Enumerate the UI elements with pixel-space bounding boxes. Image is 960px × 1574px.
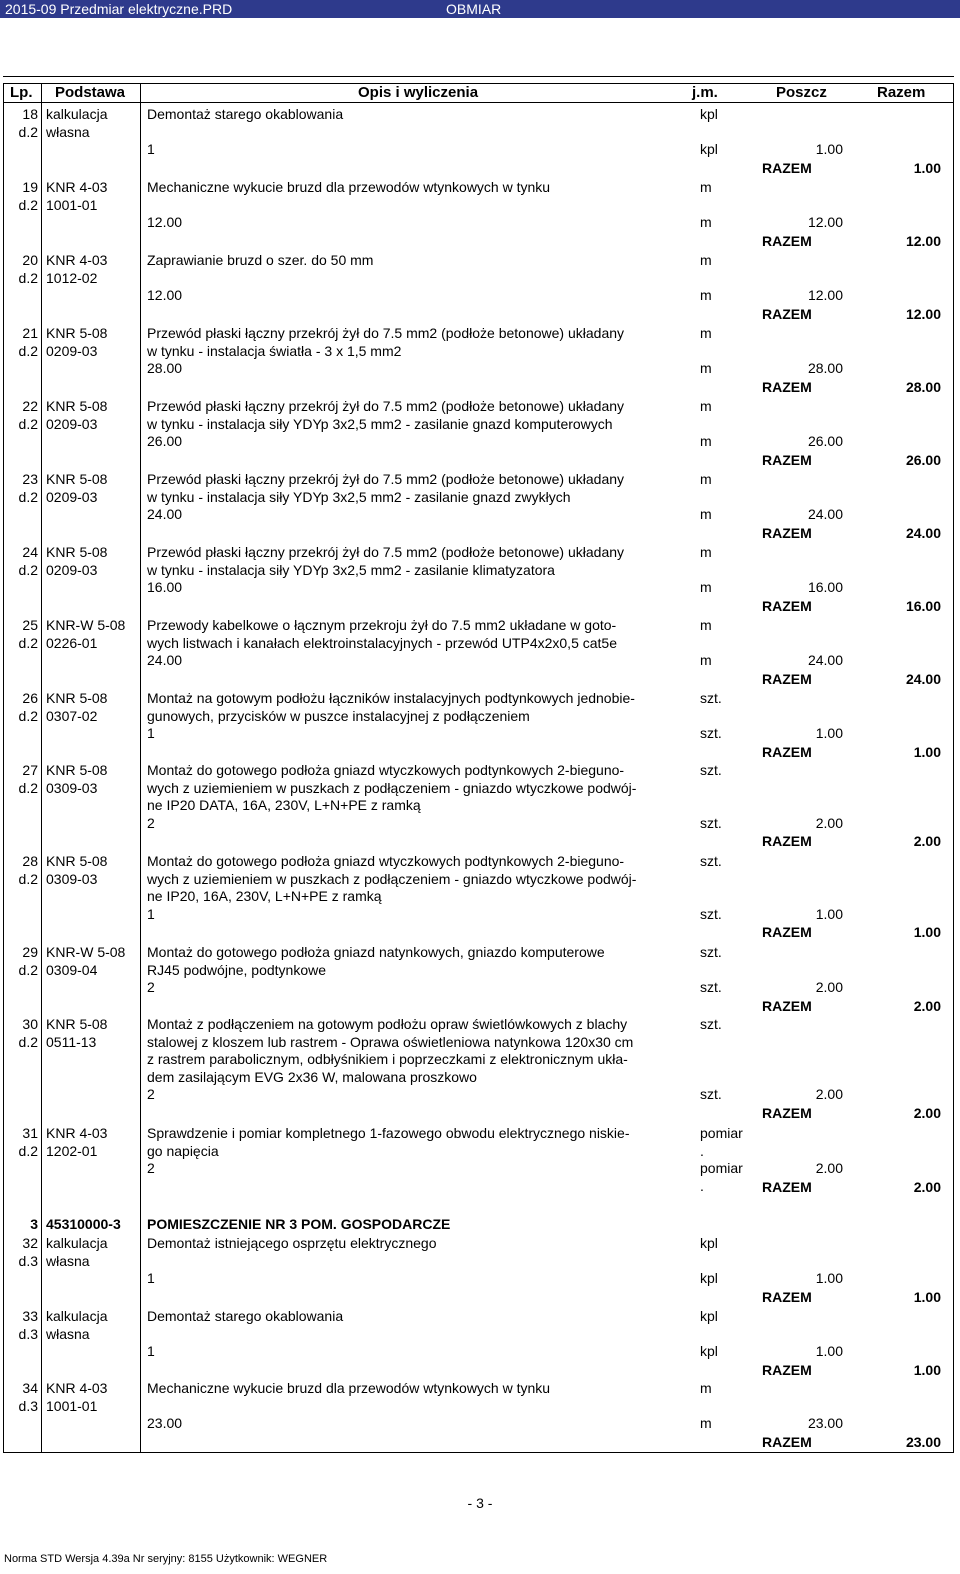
item-number: 32	[22, 1235, 38, 1251]
item-unit: m	[700, 252, 712, 268]
header-rule	[3, 102, 954, 103]
item-basis: 0226-01	[46, 634, 98, 651]
item-description: Przewód płaski łączny przekrój żył do 7.5 mm2 (podłoże betonowe) układany	[147, 544, 625, 560]
page-number: - 3 -	[467, 1495, 493, 1511]
item-basis: KNR 4-03	[46, 252, 108, 268]
item-quantity: 1	[147, 905, 155, 922]
item-poszcz: 28.00	[807, 360, 843, 376]
item-number: 26	[22, 690, 38, 706]
razem-value: 16.00	[905, 597, 941, 614]
item-unit: m	[700, 398, 712, 414]
item-poszcz: 16.00	[807, 579, 843, 595]
item-subnumber: d.2	[18, 1033, 38, 1050]
header-jm: j.m.	[692, 84, 718, 101]
item-poszcz: 2.00	[815, 814, 843, 831]
item-description: Zaprawianie bruzd o szer. do 50 mm	[147, 252, 374, 268]
item-number: 22	[22, 398, 38, 414]
razem-label: RAZEM	[762, 451, 812, 468]
item-poszcz: 1.00	[815, 725, 843, 741]
razem-label: RAZEM	[762, 743, 812, 760]
item-poszcz: 12.00	[807, 214, 843, 230]
item-number: 29	[22, 944, 38, 960]
item-subnumber: d.2	[18, 415, 38, 432]
item-number: 23	[22, 471, 38, 487]
item-quantity: 24.00	[147, 506, 183, 522]
item-unit: szt.	[700, 944, 722, 960]
item-subnumber: d.2	[18, 342, 38, 359]
item-basis: KNR 5-08	[46, 544, 108, 560]
section-number: 3	[30, 1216, 38, 1232]
item-description: Mechaniczne wykucie bruzd dla przewodów wtynkowych w tynku	[147, 1380, 551, 1396]
item-quantity-unit: szt.	[700, 979, 722, 995]
item-basis: KNR 5-08	[46, 398, 108, 414]
item-basis: 1001-01	[46, 196, 98, 213]
razem-label: RAZEM	[762, 1361, 812, 1378]
item-description: w tynku - instalacja światła - 3 x 1,5 mm2	[147, 342, 402, 359]
item-poszcz: 24.00	[807, 652, 843, 668]
item-subnumber: d.2	[18, 870, 38, 887]
item-basis: KNR 4-03	[46, 1125, 108, 1141]
item-number: 21	[22, 325, 38, 341]
item-quantity-unit: m	[700, 287, 712, 303]
item-unit: kpl	[700, 1235, 718, 1251]
item-basis: własna	[46, 1325, 90, 1342]
razem-label: RAZEM	[762, 1433, 812, 1450]
item-number: 25	[22, 617, 38, 633]
item-number: 19	[22, 179, 38, 195]
item-basis: własna	[46, 1252, 90, 1269]
item-basis: KNR 5-08	[46, 762, 108, 778]
razem-label: RAZEM	[762, 305, 812, 322]
item-basis: 0209-03	[46, 561, 98, 578]
item-description: wych z uziemieniem w puszkach z podłączeniem - gniazdo wtyczkowe podwój-	[147, 779, 637, 796]
item-unit: szt.	[700, 690, 722, 706]
item-subnumber: d.2	[18, 196, 38, 213]
item-description: Montaż do gotowego podłoża gniazd natynkowych, gniazdo komputerowe	[147, 944, 605, 960]
item-subnumber: d.2	[18, 269, 38, 286]
item-basis: 1012-02	[46, 269, 98, 286]
razem-label: RAZEM	[762, 524, 812, 541]
item-poszcz: 2.00	[815, 1086, 843, 1102]
razem-value: 2.00	[913, 997, 941, 1014]
item-quantity-unit: kpl	[700, 141, 718, 157]
item-basis: 0209-03	[46, 415, 98, 432]
item-unit: m	[700, 617, 712, 633]
item-quantity: 12.00	[147, 287, 183, 303]
item-quantity: 2	[147, 979, 155, 995]
razem-label: RAZEM	[762, 597, 812, 614]
item-basis: własna	[46, 123, 90, 140]
razem-value: 24.00	[905, 670, 941, 687]
item-poszcz: 2.00	[815, 979, 843, 995]
item-quantity: 26.00	[147, 433, 183, 449]
item-subnumber: d.2	[18, 561, 38, 578]
item-unit: szt.	[700, 762, 722, 778]
item-basis: kalkulacja	[46, 106, 108, 122]
item-number: 33	[22, 1308, 38, 1324]
item-subnumber: d.2	[18, 123, 38, 140]
item-unit: m	[700, 544, 712, 560]
razem-value: 28.00	[905, 378, 941, 395]
item-description: Demontaż starego okablowania	[147, 106, 344, 122]
item-quantity: 1	[147, 1270, 155, 1286]
item-basis: 0307-02	[46, 707, 98, 724]
item-description: Montaż na gotowym podłożu łączników instalacyjnych podtynkowych jednobie-	[147, 690, 635, 706]
item-quantity-unit: m	[700, 1415, 712, 1431]
item-quantity-unit: m	[700, 652, 712, 668]
item-unit: pomiar	[700, 1125, 743, 1141]
item-subnumber: d.2	[18, 779, 38, 796]
razem-value: 1.00	[913, 159, 941, 176]
item-quantity-unit: szt.	[700, 814, 722, 831]
item-number: 31	[22, 1125, 38, 1141]
razem-label: RAZEM	[762, 924, 812, 940]
item-number: 20	[22, 252, 38, 268]
razem-value: 1.00	[913, 743, 941, 760]
item-subnumber: d.3	[18, 1252, 38, 1269]
item-basis: 0511-13	[46, 1033, 97, 1050]
item-description: Przewód płaski łączny przekrój żył do 7.5 mm2 (podłoże betonowe) układany	[147, 471, 625, 487]
item-description: Montaż do gotowego podłoża gniazd wtyczkowych podtynkowych 2-biegunо-	[147, 762, 625, 778]
item-description: gunowych, przycisków w puszce instalacyjnej z podłączeniem	[147, 707, 530, 724]
razem-value: 23.00	[905, 1433, 941, 1450]
header-razem: Razem	[877, 84, 926, 101]
razem-label: RAZEM	[762, 997, 812, 1014]
item-unit: m	[700, 179, 712, 195]
item-poszcz: 26.00	[807, 433, 843, 449]
item-quantity-unit: kpl	[700, 1270, 718, 1286]
item-poszcz: 2.00	[815, 1160, 843, 1176]
item-description: wych z uziemieniem w puszkach z podłączeniem - gniazdo wtyczkowe podwój-	[147, 870, 637, 887]
item-description: wych listwach i kanałach elektroinstalacyjnych - przewód UTP4x2x0,5 cat5e	[147, 634, 617, 651]
item-poszcz: 1.00	[815, 1343, 843, 1359]
item-poszcz: 12.00	[807, 287, 843, 303]
item-basis: KNR-W 5-08	[46, 944, 126, 960]
item-basis: KNR 5-08	[46, 690, 108, 706]
item-basis: KNR 4-03	[46, 179, 108, 195]
section-code: 45310000-3	[46, 1216, 121, 1232]
item-quantity: 16.00	[147, 579, 183, 595]
header-opis: Opis i wyliczenia	[358, 84, 479, 101]
header-podstawa: Podstawa	[55, 84, 126, 101]
header-poszcz: Poszcz	[776, 84, 827, 101]
item-unit: m	[700, 325, 712, 341]
item-description: w tynku - instalacja siły YDYp 3x2,5 mm2 - zasilanie gnazd zwykłych	[147, 488, 571, 505]
item-quantity-unit: szt.	[700, 905, 722, 922]
item-subnumber: d.2	[18, 707, 38, 724]
footer-info: Norma STD Wersja 4.39a Nr seryjny: 8155 Użytkownik: WEGNER	[4, 1553, 328, 1565]
razem-value: 2.00	[913, 1178, 941, 1195]
item-number: 28	[22, 853, 38, 869]
window-title-bar	[0, 0, 960, 18]
item-subnumber: d.2	[18, 961, 38, 978]
item-quantity-unit: m	[700, 433, 712, 449]
razem-value: 12.00	[905, 305, 941, 322]
item-description: Mechaniczne wykucie bruzd dla przewodów wtynkowych w tynku	[147, 179, 551, 195]
item-quantity-unit: m	[700, 579, 712, 595]
document-title: 2015-09 Przedmiar elektryczne.PRD	[5, 1, 233, 17]
item-quantity-unit: szt.	[700, 725, 722, 741]
item-description: stalowej z kloszem lub rastrem - Oprawa oświetleniowa natynkowa 120x30 cm	[147, 1033, 634, 1050]
item-quantity: 24.00	[147, 652, 183, 668]
item-subnumber: d.3	[18, 1397, 38, 1414]
item-quantity: 1	[147, 1343, 155, 1359]
item-basis: 0309-03	[46, 870, 98, 887]
item-subnumber: d.2	[18, 634, 38, 651]
item-subnumber: d.2	[18, 488, 38, 505]
item-basis: kalkulacja	[46, 1235, 108, 1251]
item-poszcz: 1.00	[815, 905, 843, 922]
razem-value: 26.00	[905, 451, 941, 468]
header-lp: Lp.	[10, 84, 33, 101]
section-title: OBMIAR	[446, 1, 502, 17]
item-basis: KNR 5-08	[46, 325, 108, 341]
razem-label: RAZEM	[762, 670, 812, 687]
razem-value: 2.00	[913, 833, 941, 849]
item-basis: KNR-W 5-08	[46, 617, 126, 633]
item-quantity-unit: m	[700, 214, 712, 230]
item-unit: szt.	[700, 853, 722, 869]
razem-label: RAZEM	[762, 232, 812, 249]
item-description: Montaż do gotowego podłoża gniazd wtyczkowych podtynkowych 2-biegunо-	[147, 853, 625, 869]
item-unit: kpl	[700, 1308, 718, 1324]
item-number: 24	[22, 544, 38, 560]
razem-label: RAZEM	[762, 1288, 812, 1305]
razem-value: 24.00	[905, 524, 941, 541]
razem-label: RAZEM	[762, 159, 812, 176]
item-description: Demontaż starego okablowania	[147, 1308, 344, 1324]
item-basis: 0309-04	[46, 961, 98, 978]
razem-label: RAZEM	[762, 833, 812, 849]
razem-value: 1.00	[913, 1288, 941, 1305]
item-basis: 0209-03	[46, 342, 98, 359]
item-quantity-unit: pomiar	[700, 1160, 743, 1176]
item-subnumber: d.2	[18, 1142, 38, 1159]
item-unit-cont: .	[700, 1142, 704, 1159]
item-quantity-unit: m	[700, 360, 712, 376]
item-description: Przewody kabelkowe o łącznym przekroju żył do 7.5 mm2 układane w goto-	[147, 617, 617, 633]
item-description: dem zasilającym EVG 2x36 W, malowana proszkowo	[147, 1068, 477, 1085]
item-quantity: 28.00	[147, 360, 183, 376]
item-description: ne IP20 DATA, 16A, 230V, L+N+PE z ramką	[147, 797, 421, 813]
item-quantity: 12.00	[147, 214, 183, 230]
item-number: 27	[22, 762, 38, 778]
item-quantity: 23.00	[147, 1415, 183, 1431]
item-description: z rastrem parabolicznym, odbłyśnikiem i poprzeczkami z elektronicznym ukła-	[147, 1051, 628, 1067]
item-description: Montaż z podłączeniem na gotowym podłożu opraw świetlówkowych z blachy	[147, 1016, 628, 1032]
item-number: 34	[22, 1380, 38, 1396]
item-basis: KNR 5-08	[46, 1016, 108, 1032]
item-description: RJ45 podwójne, podtynkowe	[147, 961, 327, 978]
item-description: go napięcia	[147, 1142, 219, 1159]
razem-value: 12.00	[905, 232, 941, 249]
item-description: Przewód płaski łączny przekrój żył do 7.5 mm2 (podłoże betonowe) układany	[147, 398, 625, 414]
item-unit: kpl	[700, 106, 718, 122]
razem-value: 1.00	[913, 924, 941, 940]
razem-value: 2.00	[913, 1104, 941, 1121]
razem-label: RAZEM	[762, 1104, 812, 1121]
item-basis: kalkulacja	[46, 1308, 108, 1324]
item-basis: 0209-03	[46, 488, 98, 505]
section-title: POMIESZCZENIE NR 3 POM. GOSPODARCZE	[147, 1216, 451, 1232]
item-basis: 1001-01	[46, 1397, 98, 1414]
item-poszcz: 24.00	[807, 506, 843, 522]
item-basis: 1202-01	[46, 1142, 98, 1159]
item-description: Przewód płaski łączny przekrój żył do 7.5 mm2 (podłoże betonowe) układany	[147, 325, 625, 341]
item-description: Sprawdzenie i pomiar kompletnego 1-fazowego obwodu elektrycznego niskie-	[147, 1125, 630, 1141]
razem-label: RAZEM	[762, 378, 812, 395]
item-quantity: 2	[147, 1086, 155, 1102]
item-subnumber: d.3	[18, 1325, 38, 1342]
item-quantity: 2	[147, 814, 155, 831]
item-quantity: 1	[147, 141, 155, 157]
item-quantity-unit: m	[700, 506, 712, 522]
item-description: ne IP20, 16A, 230V, L+N+PE z ramką	[147, 888, 382, 904]
item-description: w tynku - instalacja siły YDYp 3x2,5 mm2 - zasilanie gnazd komputerowych	[147, 415, 613, 432]
item-unit: m	[700, 1380, 712, 1396]
item-number: 18	[22, 106, 38, 122]
item-quantity: 2	[147, 1160, 155, 1176]
top-rule	[3, 76, 954, 77]
razem-label: RAZEM	[762, 1178, 812, 1195]
item-basis: KNR 5-08	[46, 853, 108, 869]
item-poszcz: 1.00	[815, 141, 843, 157]
item-quantity-unit-cont: .	[700, 1177, 704, 1194]
item-quantity-unit: szt.	[700, 1086, 722, 1102]
item-quantity: 1	[147, 725, 155, 741]
item-basis: KNR 4-03	[46, 1380, 108, 1396]
item-quantity-unit: kpl	[700, 1343, 718, 1359]
razem-value: 1.00	[913, 1361, 941, 1378]
item-basis: 0309-03	[46, 779, 98, 796]
item-unit: m	[700, 471, 712, 487]
item-poszcz: 23.00	[807, 1415, 843, 1431]
item-number: 30	[22, 1016, 38, 1032]
item-description: w tynku - instalacja siły YDYp 3x2,5 mm2 - zasilanie klimatyzatora	[147, 561, 555, 578]
item-basis: KNR 5-08	[46, 471, 108, 487]
item-unit: szt.	[700, 1016, 722, 1032]
item-description: Demontaż istniejącego osprzętu elektrycznego	[147, 1235, 437, 1251]
item-poszcz: 1.00	[815, 1270, 843, 1286]
